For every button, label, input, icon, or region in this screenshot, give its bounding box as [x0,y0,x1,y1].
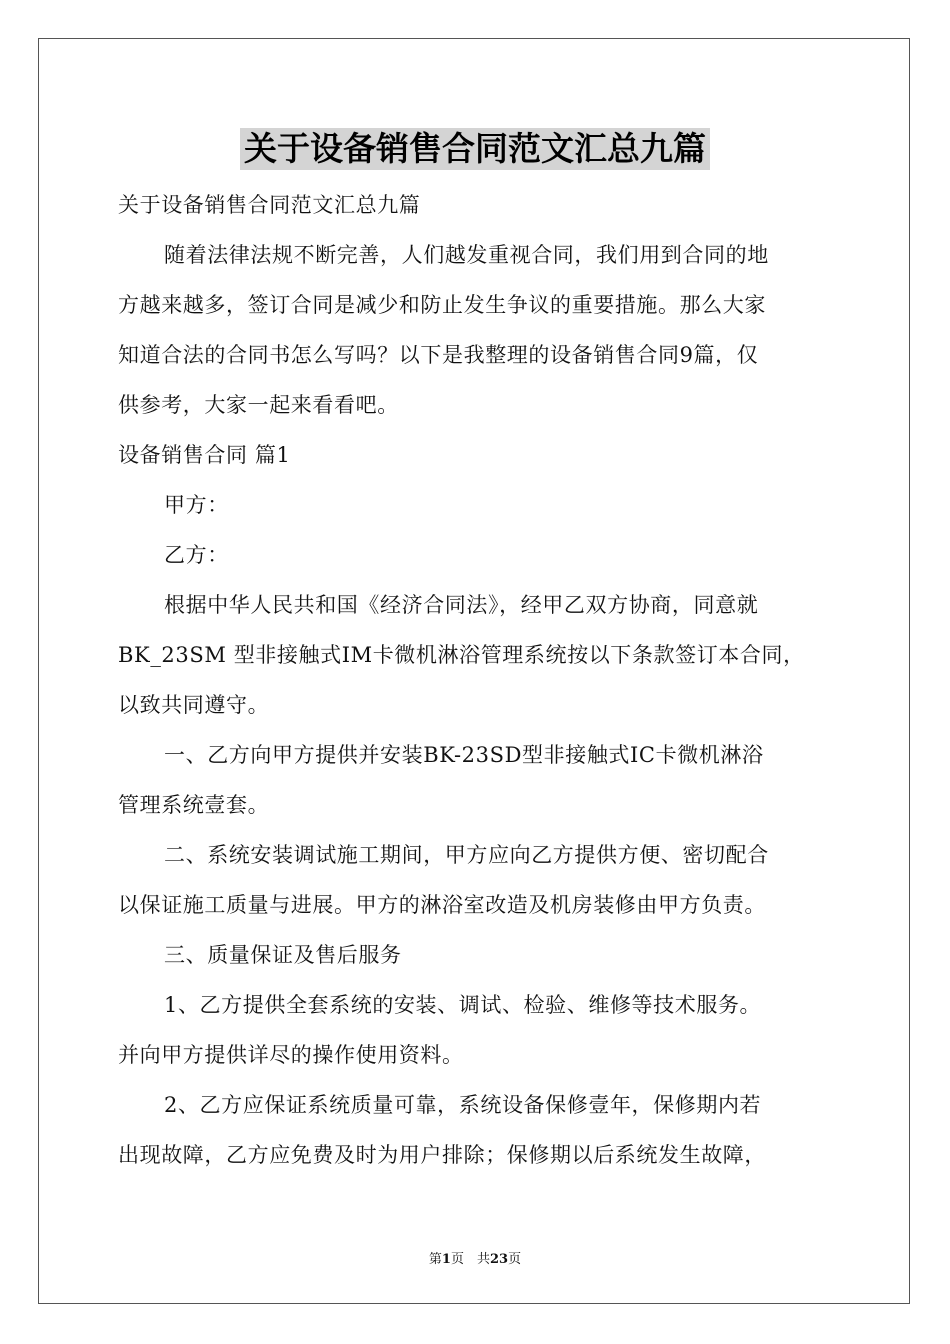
text-line: 甲方： [164,493,229,517]
text-line: 方越来越多，签订合同是减少和防止发生争议的重要措施。那么大家 [118,293,766,317]
text-line: 设备销售合同 篇1 [118,443,291,467]
document-body [118,180,834,1180]
text-line: 管理系统壹套。 [118,793,270,817]
page-footer [0,1248,950,1267]
text-line: 二、系统安装调试施工期间，甲方应向乙方提供方便、密切配合 [164,843,769,867]
text-line: 2、乙方应保证系统质量可靠，系统设备保修壹年，保修期内若 [164,1093,762,1117]
text-line: 出现故障，乙方应免费及时为用户排除；保修期以后系统发生故障， [118,1143,766,1167]
text-line: 三、质量保证及售后服务 [164,943,402,967]
text-line: 随着法律法规不断完善，人们越发重视合同，我们用到合同的地 [164,243,769,267]
text-line: BK_23SM 型非接触式IM卡微机淋浴管理系统按以下条款签订本合同， [118,643,805,667]
footer-prefix: 第 [428,1252,442,1267]
text-line: 关于设备销售合同范文汇总九篇 [118,193,421,217]
footer-mid: 页 共 [450,1252,490,1267]
text-line: 乙方： [164,543,229,567]
text-line: 一、乙方向甲方提供并安装BK-23SD型非接触式IC卡微机淋浴 [164,743,764,767]
text-line: 供参考，大家一起来看看吧。 [118,393,399,417]
footer-total-pages: 23 [489,1252,509,1267]
text-line: 知道合法的合同书怎么写吗？以下是我整理的设备销售合同9篇，仅 [118,343,759,367]
text-line: 1、乙方提供全套系统的安装、调试、检验、维修等技术服务。 [164,993,762,1017]
text-line: 并向甲方提供详尽的操作使用资料。 [118,1043,464,1067]
title-container [0,128,950,170]
text-line: 以致共同遵守。 [118,693,270,717]
footer-suffix: 页 [508,1252,522,1267]
footer-page-number: 1 [441,1252,451,1267]
text-line: 根据中华人民共和国《经济合同法》，经甲乙双方协商，同意就 [164,593,759,617]
document-title: 关于设备销售合同范文汇总九篇 [240,128,710,170]
text-line: 以保证施工质量与进展。甲方的淋浴室改造及机房装修由甲方负责。 [118,893,766,917]
